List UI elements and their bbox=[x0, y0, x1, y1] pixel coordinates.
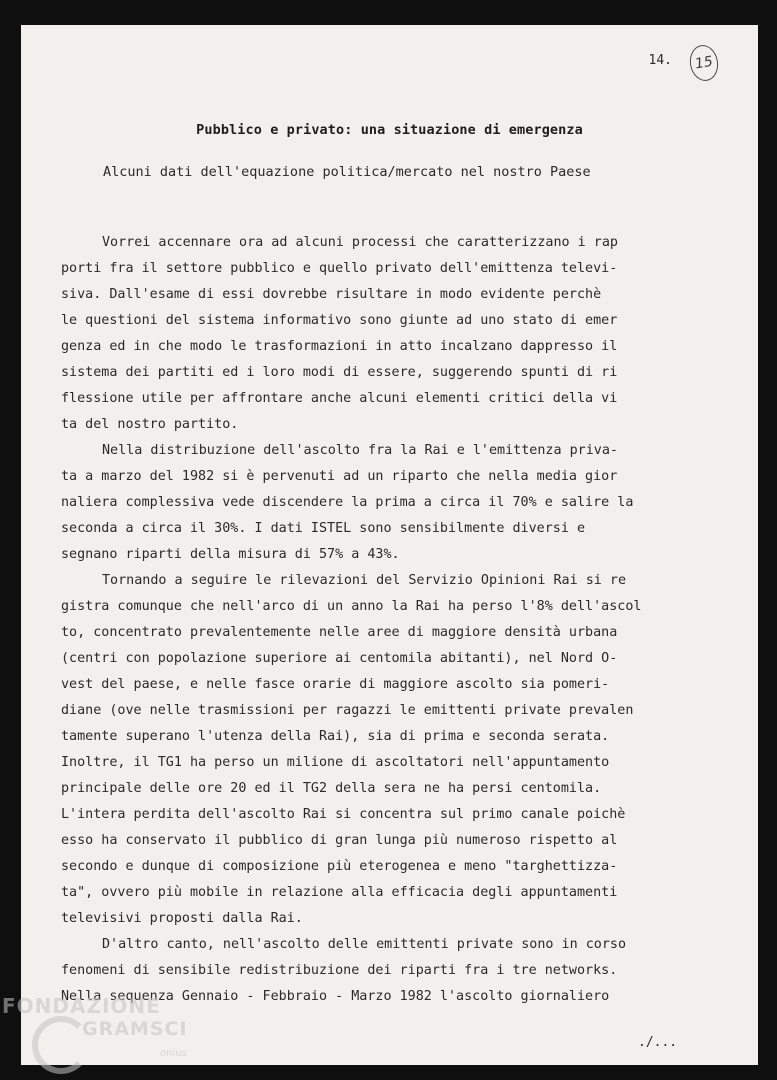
text-line: diane (ove nelle trasmissioni per ragazzi le emittenti private prevalen bbox=[61, 703, 634, 718]
watermark-line1: FONDAZIONE bbox=[2, 994, 161, 1018]
watermark-line2: GRAMSCI bbox=[82, 1018, 188, 1040]
document-subtitle: Alcuni dati dell'equazione politica/mercato nel nostro Paese bbox=[103, 164, 591, 180]
text-line: (centri con popolazione superiore ai centomila abitanti), nel Nord O- bbox=[61, 651, 618, 666]
text-line: fenomeni di sensibile redistribuzione dei riparti fra i tre networks. bbox=[61, 963, 618, 978]
text-line: Tornando a seguire le rilevazioni del Servizio Opinioni Rai si re bbox=[102, 573, 627, 588]
text-line: le questioni del sistema informativo sono giunte ad uno stato di emer bbox=[61, 313, 618, 328]
document-body bbox=[61, 230, 711, 1010]
text-line: Vorrei accennare ora ad alcuni processi che caratterizzano i rap bbox=[102, 235, 618, 250]
document-page bbox=[21, 25, 758, 1065]
text-line: secondo e dunque di composizione più eterogenea e meno "targhettizza- bbox=[61, 859, 618, 874]
text-line: segnano riparti della misura di 57% a 43%. bbox=[61, 547, 400, 562]
text-line: genza ed in che modo le trasformazioni in atto incalzano dappresso il bbox=[61, 339, 618, 354]
text-line: naliera complessiva vede discendere la prima a circa il 70% e salire la bbox=[61, 495, 634, 510]
text-line: ta", ovvero più mobile in relazione alla efficacia degli appuntamenti bbox=[61, 885, 618, 900]
text-line: gistra comunque che nell'arco di un anno la Rai ha perso l'8% dell'ascol bbox=[61, 599, 642, 614]
document-title: Pubblico e privato: una situazione di emergenza bbox=[196, 122, 583, 138]
watermark-line3: onlus bbox=[160, 1048, 187, 1059]
text-line: flessione utile per affrontare anche alcuni elementi critici della vi bbox=[61, 391, 618, 406]
text-line: porti fra il settore pubblico e quello privato dell'emittenza televi- bbox=[61, 261, 618, 276]
text-line: ta del nostro partito. bbox=[61, 417, 239, 432]
text-line: vest del paese, e nelle fasce orarie di maggiore ascolto sia pomeri- bbox=[61, 677, 610, 692]
continuation-mark: ./... bbox=[638, 1035, 678, 1050]
text-line: D'altro canto, nell'ascolto delle emittenti private sono in corso bbox=[102, 937, 627, 952]
text-line: ta a marzo del 1982 si è pervenuti ad un riparto che nella media gior bbox=[61, 469, 618, 484]
text-line: to, concentrato prevalentemente nelle aree di maggiore densità urbana bbox=[61, 625, 618, 640]
text-line: esso ha conservato il pubblico di gran lunga più numeroso rispetto al bbox=[61, 833, 618, 848]
text-line: Inoltre, il TG1 ha perso un milione di ascoltatori nell'appuntamento bbox=[61, 755, 610, 770]
text-line: Nella sequenza Gennaio - Febbraio - Marzo 1982 l'ascolto giornaliero bbox=[61, 989, 610, 1004]
text-line: televisivi proposti dalla Rai. bbox=[61, 911, 303, 926]
text-line: L'intera perdita dell'ascolto Rai si concentra sul primo canale poichè bbox=[61, 807, 626, 822]
text-line: siva. Dall'esame di essi dovrebbe risultare in modo evidente perchè bbox=[61, 287, 602, 302]
archive-page-mark: 15 bbox=[687, 43, 721, 83]
text-line: Nella distribuzione dell'ascolto fra la Rai e l'emittenza priva- bbox=[102, 443, 618, 458]
page-number: 14. bbox=[648, 53, 672, 68]
text-line: principale delle ore 20 ed il TG2 della sera ne ha persi centomila. bbox=[61, 781, 602, 796]
text-line: seconda a circa il 30%. I dati ISTEL sono sensibilmente diversi e bbox=[61, 521, 586, 536]
text-line: sistema dei partiti ed i loro modi di essere, suggerendo spunti di ri bbox=[61, 365, 618, 380]
text-line: tamente superano l'utenza della Rai), sia di prima e seconda serata. bbox=[61, 729, 610, 744]
